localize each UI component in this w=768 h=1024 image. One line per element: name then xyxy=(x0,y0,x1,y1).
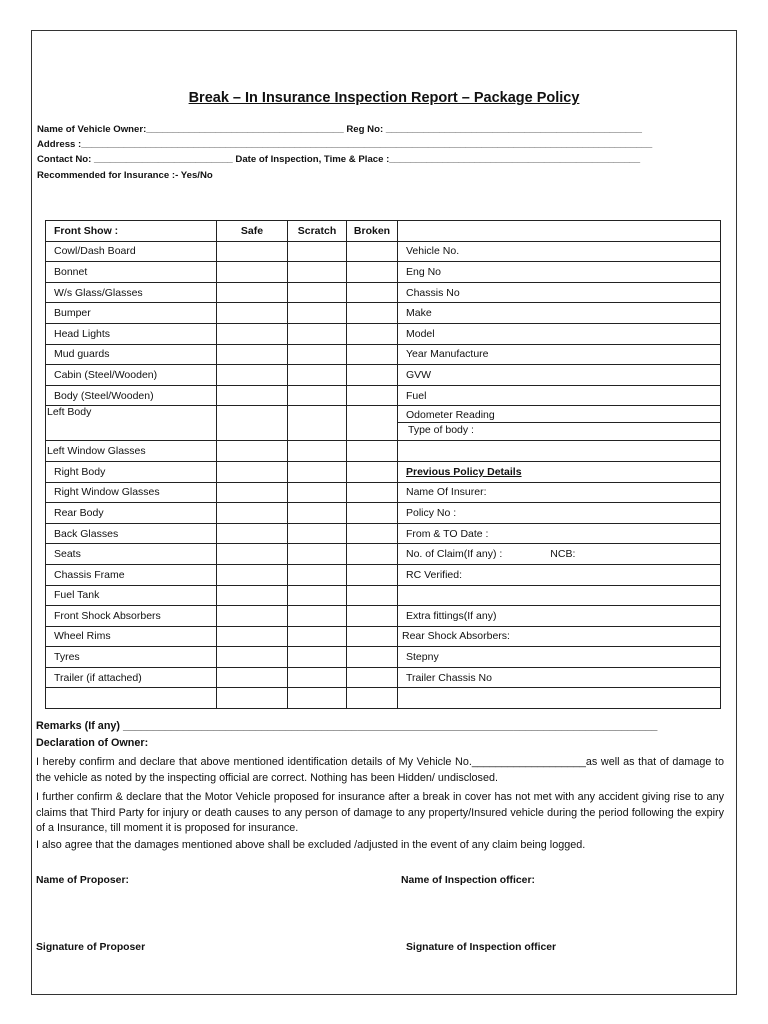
detail-label: Eng No xyxy=(406,265,442,278)
part-name-cell: Bonnet xyxy=(46,262,217,283)
broken-cell xyxy=(347,344,398,365)
table-row xyxy=(46,303,721,324)
scratch-cell xyxy=(288,544,347,565)
detail-label: Odometer Reading xyxy=(406,409,495,422)
remarks-line: Remarks (If any) _________________________________________________________________________________________ xyxy=(36,720,658,732)
detail-cell xyxy=(398,344,721,365)
address-line: Address :___________________________________________________________________________________________________________ xyxy=(37,139,653,150)
detail-cell xyxy=(398,482,721,503)
scratch-cell xyxy=(288,344,347,365)
header-broken: Broken xyxy=(347,221,398,242)
part-name-cell: Mud guards xyxy=(46,344,217,365)
scratch-cell xyxy=(288,503,347,524)
table-row xyxy=(46,365,721,386)
safe-cell xyxy=(217,585,288,606)
detail-label: No. of Claim(If any) : xyxy=(406,548,503,561)
scratch-cell xyxy=(288,241,347,262)
table-row xyxy=(46,441,721,462)
proposer-name-label: Name of Proposer: xyxy=(36,875,129,886)
part-name-cell: Left Body xyxy=(46,406,217,441)
broken-cell xyxy=(347,523,398,544)
safe-cell xyxy=(217,503,288,524)
part-name-cell: Left Window Glasses xyxy=(46,441,217,462)
broken-cell xyxy=(347,647,398,668)
detail-cell xyxy=(398,544,721,565)
detail-cell xyxy=(398,688,721,709)
detail-label: Stepny xyxy=(406,651,439,664)
table-row xyxy=(46,461,721,482)
safe-cell xyxy=(217,241,288,262)
broken-cell xyxy=(347,241,398,262)
broken-cell xyxy=(347,503,398,524)
detail-label: Extra fittings(If any) xyxy=(406,609,497,622)
detail-cell xyxy=(398,585,721,606)
safe-cell xyxy=(217,262,288,283)
safe-cell xyxy=(217,282,288,303)
scratch-cell xyxy=(288,323,347,344)
detail-cell xyxy=(398,647,721,668)
detail-cell xyxy=(398,241,721,262)
officer-signature-label: Signature of Inspection officer xyxy=(406,942,557,953)
part-name-cell: Wheel Rims xyxy=(46,626,217,647)
table-row xyxy=(46,262,721,283)
safe-cell xyxy=(217,441,288,462)
page-title: Break – In Insurance Inspection Report – Package Policy xyxy=(188,90,580,106)
broken-cell xyxy=(347,564,398,585)
safe-cell xyxy=(217,523,288,544)
broken-cell xyxy=(347,303,398,324)
part-name-cell: Body (Steel/Wooden) xyxy=(46,385,217,406)
detail-label: Previous Policy Details xyxy=(406,465,522,478)
part-name-cell: Chassis Frame xyxy=(46,564,217,585)
scratch-cell xyxy=(288,564,347,585)
table-row xyxy=(46,241,721,262)
scratch-cell xyxy=(288,385,347,406)
scratch-cell xyxy=(288,406,347,441)
contact-inspection-line: Contact No: __________________________ Date of Inspection, Time & Place :_______________________________________________ xyxy=(37,154,641,165)
broken-cell xyxy=(347,626,398,647)
broken-cell xyxy=(347,441,398,462)
table-row xyxy=(46,323,721,344)
safe-cell xyxy=(217,303,288,324)
table-row xyxy=(46,647,721,668)
table-row xyxy=(46,344,721,365)
broken-cell xyxy=(347,585,398,606)
safe-cell xyxy=(217,667,288,688)
safe-cell xyxy=(217,323,288,344)
table-row xyxy=(46,544,721,565)
part-name-cell: W/s Glass/Glasses xyxy=(46,282,217,303)
scratch-cell xyxy=(288,626,347,647)
detail-label: RC Verified: xyxy=(406,568,463,581)
table-row xyxy=(46,406,721,441)
header-safe: Safe xyxy=(217,221,288,242)
declaration-para-1: I hereby confirm and declare that above mentioned identification details of My Vehicle No.___________________as well as that of damage to the vehicle as noted by the inspecting official are correct. Nothing has been Hidden/ undisclosed. xyxy=(36,756,724,784)
safe-cell xyxy=(217,344,288,365)
detail-cell xyxy=(398,365,721,386)
scratch-cell xyxy=(288,365,347,386)
detail-cell xyxy=(398,385,721,406)
detail-cell xyxy=(398,503,721,524)
scratch-cell xyxy=(288,585,347,606)
safe-cell xyxy=(217,385,288,406)
scratch-cell xyxy=(288,441,347,462)
detail-label: GVW xyxy=(406,368,432,381)
scratch-cell xyxy=(288,606,347,627)
part-name-cell: Bumper xyxy=(46,303,217,324)
detail-cell xyxy=(398,523,721,544)
scratch-cell xyxy=(288,262,347,283)
scratch-cell xyxy=(288,303,347,324)
broken-cell xyxy=(347,482,398,503)
table-row xyxy=(46,482,721,503)
detail-cell xyxy=(398,262,721,283)
broken-cell xyxy=(347,323,398,344)
detail-label: Vehicle No. xyxy=(406,245,460,258)
detail-cell xyxy=(398,441,721,462)
detail-cell xyxy=(398,606,721,627)
broken-cell xyxy=(347,385,398,406)
detail-label: Model xyxy=(406,327,435,340)
part-name-cell: Right Window Glasses xyxy=(46,482,217,503)
table-row xyxy=(46,385,721,406)
safe-cell xyxy=(217,482,288,503)
table-row xyxy=(46,503,721,524)
header-details xyxy=(398,221,721,242)
detail-label: Make xyxy=(406,307,432,320)
detail-cell xyxy=(398,303,721,324)
part-name-cell: Head Lights xyxy=(46,323,217,344)
document-page xyxy=(31,30,737,995)
detail-label: Policy No : xyxy=(406,506,457,519)
part-name-cell: Trailer (if attached) xyxy=(46,667,217,688)
part-name-cell: Front Shock Absorbers xyxy=(46,606,217,627)
part-name-cell: Rear Body xyxy=(46,503,217,524)
broken-cell xyxy=(347,406,398,441)
broken-cell xyxy=(347,688,398,709)
table-row xyxy=(46,688,721,709)
safe-cell xyxy=(217,544,288,565)
broken-cell xyxy=(347,262,398,283)
broken-cell xyxy=(347,606,398,627)
broken-cell xyxy=(347,282,398,303)
part-name-cell: Seats xyxy=(46,544,217,565)
type-of-body-label: Type of body : xyxy=(398,422,720,436)
proposer-signature-label: Signature of Proposer xyxy=(36,942,146,953)
table-row xyxy=(46,523,721,544)
detail-label: Rear Shock Absorbers: xyxy=(402,630,510,643)
safe-cell xyxy=(217,688,288,709)
scratch-cell xyxy=(288,647,347,668)
part-name-cell: Right Body xyxy=(46,461,217,482)
safe-cell xyxy=(217,461,288,482)
table-row xyxy=(46,667,721,688)
table-row xyxy=(46,606,721,627)
ncb-label: NCB: xyxy=(550,548,576,561)
scratch-cell xyxy=(288,482,347,503)
table-header-row xyxy=(46,221,721,242)
detail-cell xyxy=(398,323,721,344)
broken-cell xyxy=(347,544,398,565)
safe-cell xyxy=(217,406,288,441)
detail-label: Year Manufacture xyxy=(406,348,489,361)
detail-cell xyxy=(398,461,721,482)
header-front-show: Front Show : xyxy=(46,221,217,242)
safe-cell xyxy=(217,365,288,386)
table-row xyxy=(46,626,721,647)
detail-label: Chassis No xyxy=(406,286,460,299)
broken-cell xyxy=(347,461,398,482)
table-row xyxy=(46,585,721,606)
part-name-cell: Cabin (Steel/Wooden) xyxy=(46,365,217,386)
part-name-cell xyxy=(46,688,217,709)
detail-cell xyxy=(398,667,721,688)
detail-label: Fuel xyxy=(406,389,427,402)
inspection-table xyxy=(45,220,721,709)
detail-cell xyxy=(398,406,721,441)
safe-cell xyxy=(217,626,288,647)
detail-cell xyxy=(398,564,721,585)
declaration-para-3: I also agree that the damages mentioned above shall be excluded /adjusted in the event of any claim being logged. xyxy=(36,839,586,851)
scratch-cell xyxy=(288,461,347,482)
scratch-cell xyxy=(288,523,347,544)
recommended-line: Recommended for Insurance :- Yes/No xyxy=(37,170,213,181)
detail-label: Name Of Insurer: xyxy=(406,486,487,499)
table-row xyxy=(46,564,721,585)
safe-cell xyxy=(217,647,288,668)
scratch-cell xyxy=(288,667,347,688)
safe-cell xyxy=(217,606,288,627)
declaration-para-2: I further confirm & declare that the Motor Vehicle proposed for insurance after a break in cover has not met with any accident giving rise to any claims that Third Party for injury or death causes to any person of damage to any property/Insured vehicle during the period following the expiry of a Insurance, till moment it is proposed for insurance. xyxy=(36,791,724,834)
declaration-title: Declaration of Owner: xyxy=(36,737,149,749)
safe-cell xyxy=(217,564,288,585)
broken-cell xyxy=(347,365,398,386)
owner-regno-line: Name of Vehicle Owner:_____________________________________ Reg No: ________________________________________________ xyxy=(37,124,642,135)
scratch-cell xyxy=(288,688,347,709)
broken-cell xyxy=(347,667,398,688)
detail-label: Trailer Chassis No xyxy=(406,671,492,684)
detail-cell xyxy=(398,626,721,647)
officer-name-label: Name of Inspection officer: xyxy=(401,875,535,886)
detail-label: From & TO Date : xyxy=(406,527,489,540)
table-row xyxy=(46,282,721,303)
detail-cell xyxy=(398,282,721,303)
part-name-cell: Fuel Tank xyxy=(46,585,217,606)
part-name-cell: Back Glasses xyxy=(46,523,217,544)
part-name-cell: Tyres xyxy=(46,647,217,668)
part-name-cell: Cowl/Dash Board xyxy=(46,241,217,262)
header-scratch: Scratch xyxy=(288,221,347,242)
scratch-cell xyxy=(288,282,347,303)
